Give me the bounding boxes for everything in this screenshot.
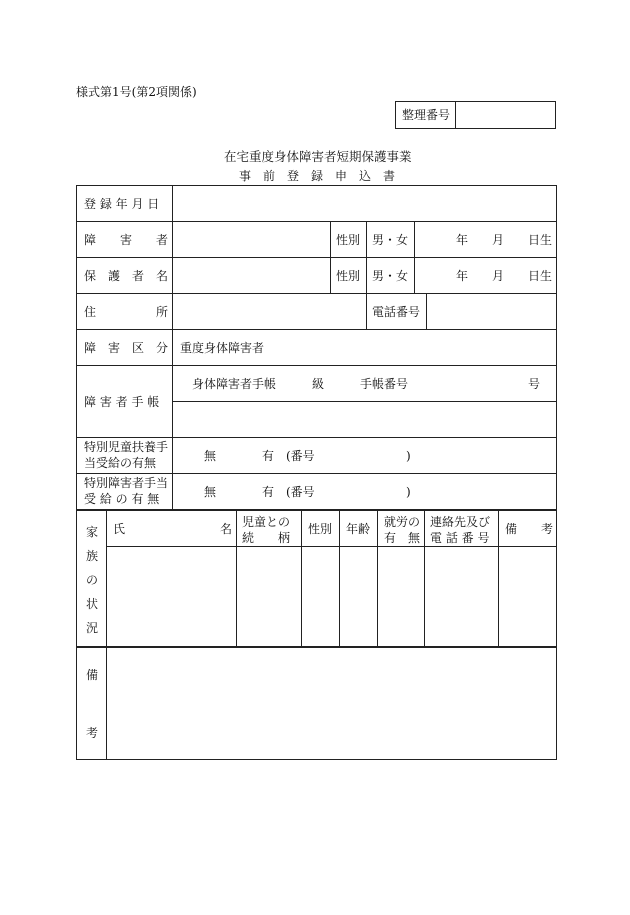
family-side-3: の (86, 573, 99, 587)
tokubetsu-jido-label-1: 特別児童扶養手 (84, 440, 169, 454)
remarks-field[interactable] (110, 651, 554, 756)
tokubetsu-jido-u[interactable]: 有 (262, 449, 275, 463)
family-col-mei: 名 (220, 522, 233, 536)
kubun-value: 重度身体障害者 (180, 341, 265, 355)
form-number: 様式第1号(第2項関係) (76, 85, 197, 99)
hogosha-gender-option[interactable]: 男・女 (372, 269, 409, 283)
tokubetsu-shogai-bango-close: ) (406, 485, 411, 499)
shougaisha-seibetsu-label: 性別 (336, 233, 361, 247)
family-col-renraku-1: 連絡先及び (430, 515, 491, 529)
hogosha-seibetsu-label: 性別 (336, 269, 361, 283)
hogosha-nen: 年 (456, 269, 469, 283)
family-side-2: 族 (86, 549, 99, 563)
family-side-5: 況 (86, 621, 99, 635)
remarks-side-1: 備 (86, 668, 99, 682)
shougaisha-label: 障 害 者 (84, 233, 169, 247)
tokubetsu-jido-bango-open: (番号 (286, 449, 315, 463)
family-col-shuro-1: 就労の (384, 515, 421, 529)
techo-extra-field[interactable] (176, 409, 552, 429)
tokubetsu-shogai-bango-open: (番号 (286, 485, 315, 499)
tokubetsu-shogai-label-2: 受 給 の 有 無 (84, 492, 160, 506)
tokubetsu-shogai-label-1: 特別障害者手当 (84, 476, 169, 490)
shougaisha-tsuki: 月 (492, 233, 505, 247)
hogosha-tsuki: 月 (492, 269, 505, 283)
techo-label: 障 害 者 手 帳 (84, 395, 160, 409)
techo-go-label: 号 (528, 377, 541, 391)
shougaisha-nen: 年 (456, 233, 469, 247)
kubun-label: 障 害 区 分 (84, 341, 169, 355)
family-side-4: 状 (86, 597, 99, 611)
seiri-bango-label: 整理番号 (402, 108, 451, 122)
shougaisha-name-field[interactable] (176, 229, 326, 249)
family-col-shi: 氏 (113, 522, 126, 536)
form-title: 在宅重度身体障害者短期保護事業 (224, 149, 412, 164)
tokubetsu-jido-label-2: 当受給の有無 (84, 456, 157, 470)
techo-shintai-label: 身体障害者手帳 (192, 377, 277, 391)
remarks-side-2: 考 (86, 726, 99, 740)
family-col-jido-2: 続 柄 (242, 531, 291, 545)
form-subtitle: 事 前 登 録 申 込 書 (239, 169, 396, 183)
techo-kyu-label: 級 (312, 377, 325, 391)
family-entry-area[interactable] (108, 549, 556, 645)
family-col-biko: 備 考 (505, 522, 554, 536)
touroku-date-field[interactable] (176, 193, 552, 213)
shougaisha-gender-option[interactable]: 男・女 (372, 233, 409, 247)
family-col-jido-1: 児童との (242, 515, 291, 529)
family-col-seibetsu: 性別 (308, 522, 333, 536)
denwa-label: 電話番号 (372, 305, 421, 319)
jusho-label: 住 所 (84, 305, 169, 319)
family-col-shuro-2: 有 無 (384, 531, 421, 545)
seiri-bango-field[interactable] (458, 104, 553, 124)
tokubetsu-jido-mu[interactable]: 無 (204, 449, 217, 463)
shougaisha-hisei: 日生 (528, 233, 553, 247)
touroku-date-label: 登 録 年 月 日 (84, 197, 160, 211)
family-side-1: 家 (86, 525, 99, 539)
family-col-renraku-2: 電 話 番 号 (430, 531, 490, 545)
tokubetsu-shogai-mu[interactable]: 無 (204, 485, 217, 499)
hogosha-name-field[interactable] (176, 265, 326, 285)
hogosha-hisei: 日生 (528, 269, 553, 283)
hogosha-label: 保 護 者 名 (84, 269, 169, 283)
techo-bango-label: 手帳番号 (360, 377, 409, 391)
tokubetsu-jido-bango-close: ) (406, 449, 411, 463)
tokubetsu-shogai-u[interactable]: 有 (262, 485, 275, 499)
family-col-nenrei: 年齢 (346, 522, 371, 536)
denwa-field[interactable] (430, 301, 552, 321)
jusho-field[interactable] (176, 301, 362, 321)
